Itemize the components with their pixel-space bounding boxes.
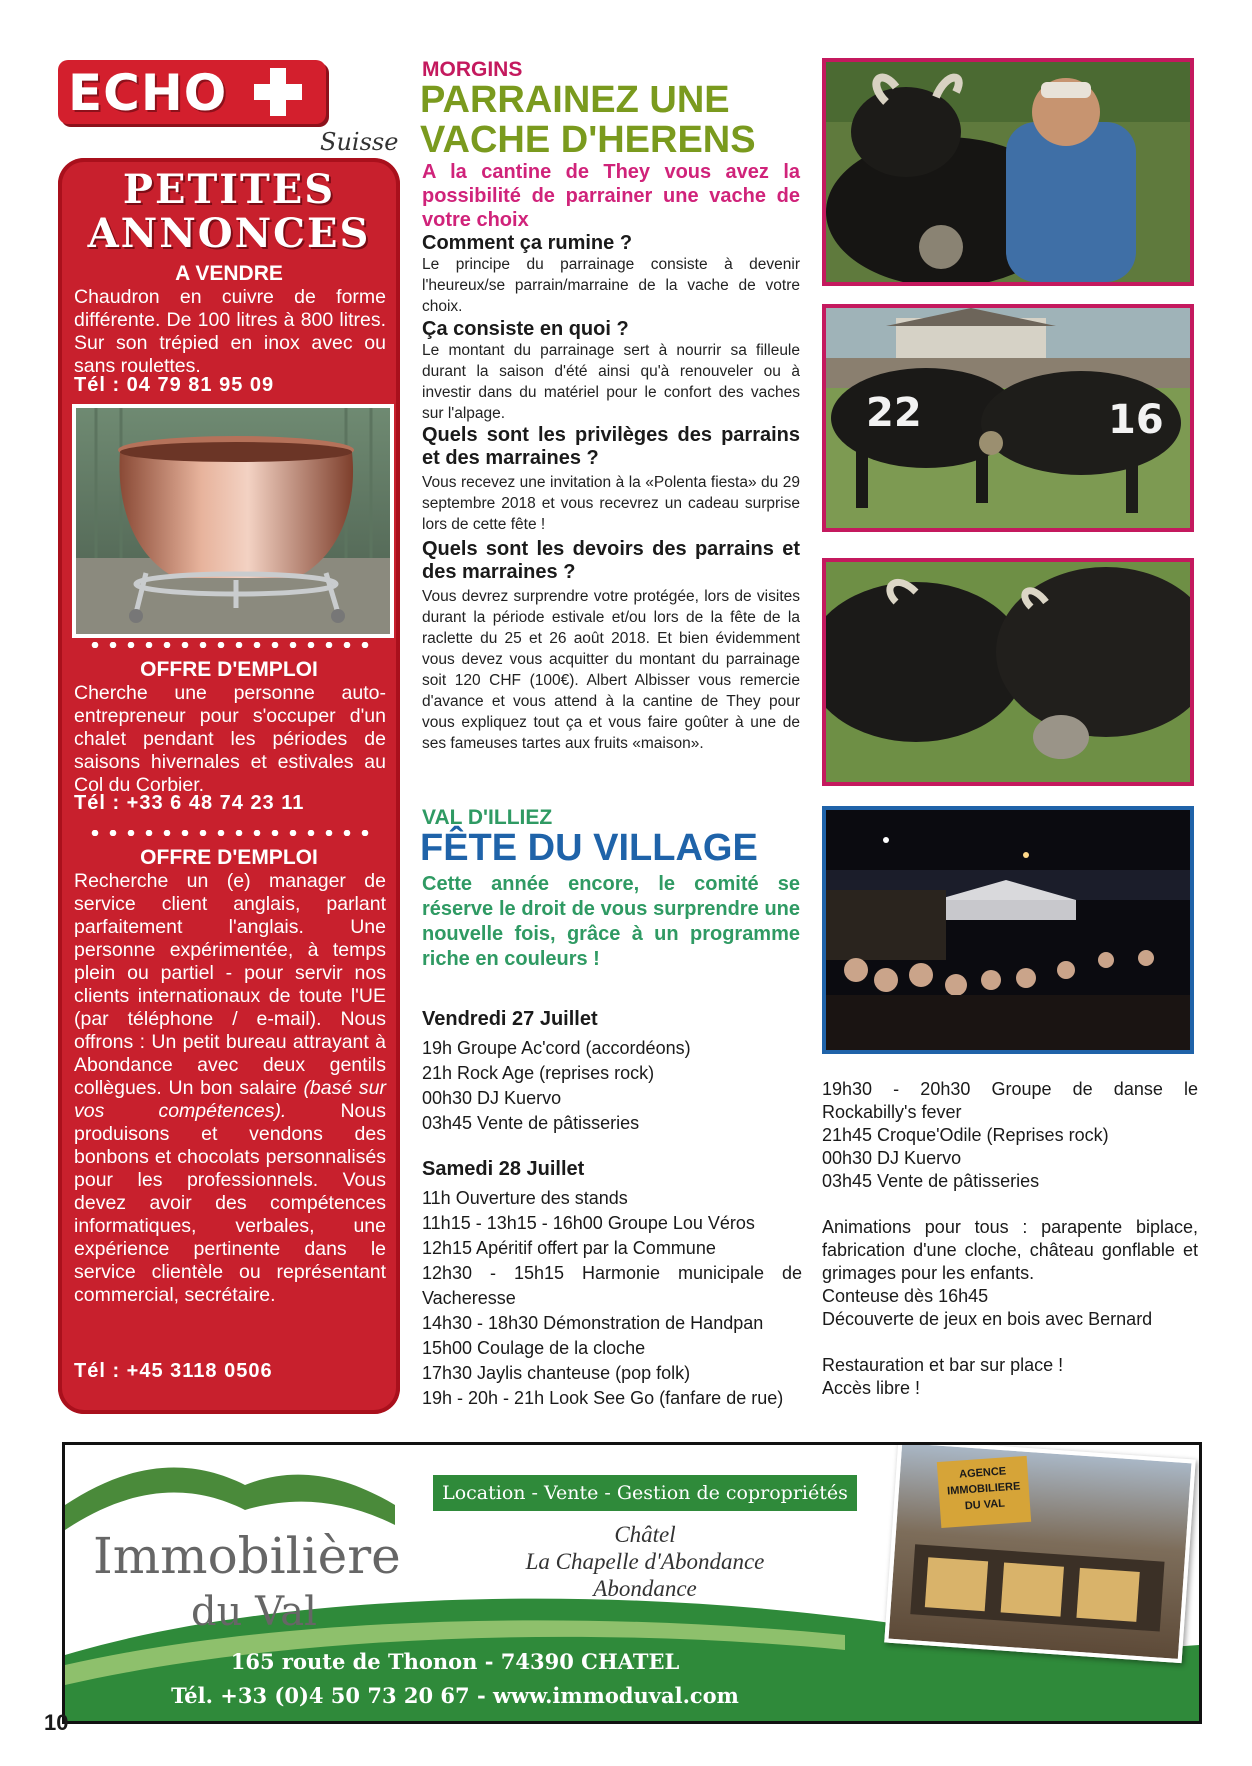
cow-number-22: 22 — [866, 390, 922, 436]
program-item: 11h15 - 13h15 - 16h00 Groupe Lou Véros — [422, 1213, 755, 1233]
job2-heading: OFFRE D'EMPLOI — [140, 846, 318, 869]
morgins-kicker: MORGINS — [422, 58, 523, 81]
program-item: 19h - 20h - 21h Look See Go (fanfare de rue) — [422, 1388, 784, 1408]
job2-text-part2: Nous produisons et vendons des bonbons et chocolats personnalisés pour les professionnels. Vous devez avoir des compétences informatiques, verbales, une expérience pertinente dans le service clientèle ou représentant commercial, secrétaire. — [74, 1100, 386, 1306]
real-estate-advert — [62, 1442, 1202, 1724]
advert-towns — [433, 1521, 857, 1602]
advert-address: 165 route de Thonon - 74390 CHATEL — [230, 1649, 680, 1674]
photo-cows-22-16 — [822, 304, 1194, 532]
question-1: Comment ça rumine ? — [422, 232, 633, 254]
advert-services: Location - Vente - Gestion de copropriétés — [433, 1475, 857, 1511]
dotted-divider — [86, 830, 376, 836]
program-item: 14h30 - 18h30 Démonstration de Handpan — [422, 1313, 764, 1333]
morgins-title-line1: PARRAINEZ UNE — [420, 79, 730, 121]
program-item: 21h Rock Age (reprises rock) — [422, 1063, 655, 1083]
dotted-divider — [86, 642, 376, 648]
advert-brand-line2: du Val — [191, 1589, 317, 1635]
morgins-lead: A la cantine de They vous avez la possibilité de parrainer une vache de votre choix — [422, 161, 800, 231]
program-item: 03h45 Vente de pâtisseries — [422, 1113, 640, 1133]
program-item: Restauration et bar sur place ! — [822, 1355, 1064, 1375]
program-item: 12h15 Apéritif offert par la Commune — [422, 1238, 716, 1258]
program-item: 15h00 Coulage de la cloche — [422, 1338, 646, 1358]
photo-cows-fighting — [822, 558, 1194, 786]
echo-logo-suffix: Suisse — [320, 128, 399, 156]
classifieds-panel — [58, 158, 400, 1414]
agency-sign-line: AGENCE — [958, 1465, 1007, 1481]
day2-heading: Samedi 28 Juillet — [422, 1158, 585, 1180]
question-4: Quels sont les devoirs des parrains et des marraines ? — [422, 538, 800, 583]
agency-sign-line: IMMOBILIERE — [946, 1480, 1021, 1498]
program-item: 19h Groupe Ac'cord (accordéons) — [422, 1038, 691, 1058]
job1-heading: OFFRE D'EMPLOI — [140, 658, 318, 681]
right-program — [822, 1078, 1198, 1400]
job1-text: Cherche une personne auto-entrepreneur pour s'occuper d'un chalet pendant les périodes de saisons hivernales et estivales au Col du Corbier. — [74, 682, 386, 796]
day1-heading: Vendredi 27 Juillet — [422, 1008, 598, 1030]
sale-heading: A VENDRE — [175, 262, 283, 285]
photo-village-party-night — [822, 806, 1194, 1054]
program-item: 00h30 DJ Kuervo — [422, 1088, 562, 1108]
page-number: 10 — [44, 1710, 69, 1735]
program-item: Découverte de jeux en bois avec Bernard — [822, 1309, 1153, 1329]
question-3: Quels sont les privilèges des parrains et des marraines ? — [422, 424, 800, 469]
illiez-title: FÊTE DU VILLAGE — [420, 827, 758, 869]
agency-storefront-photo — [884, 1442, 1196, 1663]
program-item: 21h45 Croque'Odile (Reprises rock) — [822, 1125, 1109, 1145]
answer-2: Le montant du parrainage sert à nourrir sa filleule durant la saison d'été ainsi qu'à renouveler ou à investir dans du matériel pour le confort des vaches sur l'alpage. — [422, 342, 800, 422]
job2-phone: Tél : +45 3118 0506 — [74, 1360, 273, 1382]
copper-cauldron-photo — [72, 404, 394, 638]
job2-text — [74, 870, 386, 1307]
advert-town: Châtel — [614, 1522, 676, 1547]
answer-4: Vous devrez surprendre votre protégée, lors de visites durant la période estivale et/ou lors de la fête de la raclette du 25 et 26 août 2018. Et bien évidemment vous devez vous acquitter du montant du parrainage soit 120 CHF (100€). Albert Albisser vous remercie d'avance et vous attend à la cantine de They pour vous expliquez tout ça et vous faire goûter à une de ses fameuses tartes aux fruits «maison». — [422, 588, 800, 752]
program-item: 11h Ouverture des stands — [422, 1188, 628, 1208]
illiez-kicker: VAL D'ILLIEZ — [422, 806, 553, 829]
advert-town: La Chapelle d'Abondance — [525, 1549, 765, 1574]
sale-phone: Tél : 04 79 81 95 09 — [74, 374, 275, 396]
advert-brand-line1: Immobilière — [93, 1527, 401, 1585]
answer-1: Le principe du parrainage consiste à devenir l'heureux/se parrain/marraine de la vache de votre choix. — [422, 256, 800, 315]
program-item: 19h30 - 20h30 Groupe de danse le Rockabilly's fever — [822, 1079, 1198, 1122]
morgins-title-line2: VACHE D'HERENS — [420, 119, 756, 161]
echo-logo-badge — [58, 60, 326, 124]
illiez-lead: Cette année encore, le comité se réserve le droit de vous surprendre une nouvelle fois, grâce à un programme riche en couleurs ! — [422, 873, 800, 970]
answer-3: Vous recevez une invitation à la «Polenta fiesta» du 29 septembre 2018 et vous recevrez un cadeau surprise lors de cette fête ! — [422, 474, 800, 533]
agency-sign — [937, 1456, 1031, 1528]
job1-phone: Tél : +33 6 48 74 23 11 — [74, 792, 305, 814]
day2-program — [422, 1186, 802, 1411]
cow-number-16: 16 — [1108, 397, 1164, 443]
echo-logo-text: ECHO — [68, 64, 228, 122]
program-item: 00h30 DJ Kuervo — [822, 1148, 962, 1168]
advert-town: Abondance — [593, 1576, 697, 1601]
job2-text-part1: Recherche un (e) manager de service client anglais, parlant parfaitement l'anglais. Une personne expérimentée, à temps plein ou partiel - pour servir nos clients internationaux de toute l'UE (par téléphone / e-mail). Nous offrons : Un petit bureau attrayant à Abondance avec deux gentils collègues. Un bon salaire — [74, 870, 386, 1099]
swiss-cross-icon — [254, 68, 302, 116]
advert-contact: Tél. +33 (0)4 50 73 20 67 - www.immoduval.com — [171, 1683, 739, 1708]
program-item: Accès libre ! — [822, 1378, 921, 1398]
animations-text: Animations pour tous : parapente biplace, fabrication d'une cloche, château gonflable et grimages pour les enfants. — [822, 1217, 1198, 1283]
photo-man-hugging-cow — [822, 58, 1194, 286]
sale-text: Chaudron en cuivre de forme différente. De 100 litres à 800 litres. Sur son trépied en inox avec ou sans roulettes. — [74, 286, 386, 377]
classifieds-title-line1: PETITES — [122, 166, 336, 213]
job2-text-italic: (basé sur vos compétences). — [74, 1077, 386, 1122]
echo-logo — [58, 60, 328, 126]
day1-program — [422, 1036, 802, 1136]
question-2: Ça consiste en quoi ? — [422, 318, 629, 340]
program-item: 03h45 Vente de pâtisseries — [822, 1171, 1040, 1191]
program-item: 17h30 Jaylis chanteuse (pop folk) — [422, 1363, 691, 1383]
program-item: 12h30 - 15h15 Harmonie municipale de Vacheresse — [422, 1263, 802, 1308]
classifieds-title-line2: ANNONCES — [87, 210, 371, 257]
program-item: Conteuse dès 16h45 — [822, 1286, 989, 1306]
agency-sign-line: DU VAL — [964, 1497, 1006, 1513]
